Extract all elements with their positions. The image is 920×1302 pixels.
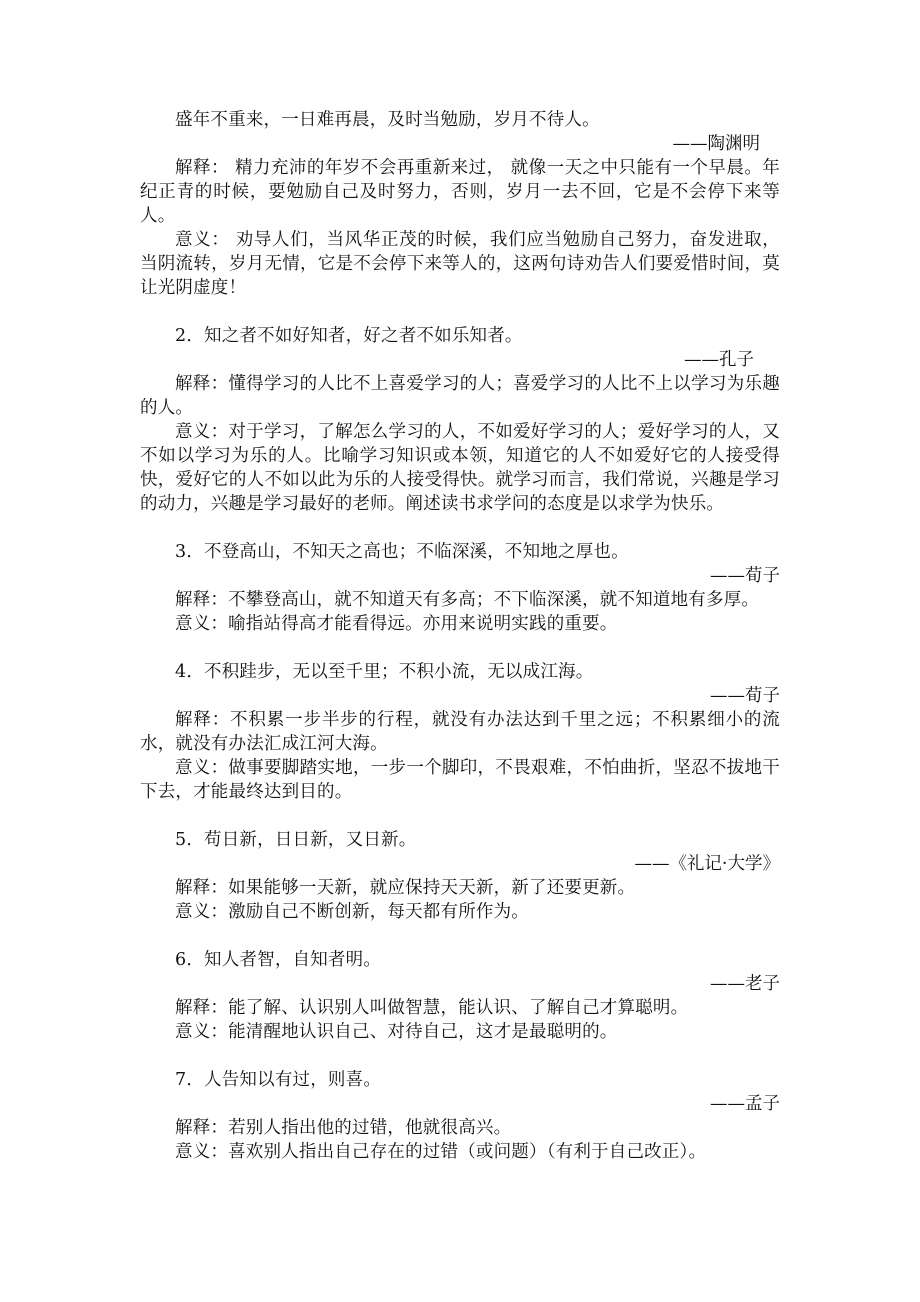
quote-text: 2．知之者不如好知者，好之者不如乐知者。 [175, 326, 523, 346]
quote-section-7 [140, 1068, 780, 1164]
explanation-text: 解释：能了解、认识别人叫做智慧，能认识、了解自己才算聪明。 [175, 998, 689, 1018]
quote-section-1 [140, 108, 780, 300]
quote-author: ——孟子 [710, 1094, 780, 1114]
quote-section-4 [140, 660, 780, 804]
quote-text: 4．不积跬步，无以至千里；不积小流，无以成江海。 [175, 662, 594, 682]
quote-author: ——《礼记·大学》 [634, 854, 780, 874]
quote-text: 6．知人者智，自知者明。 [175, 950, 382, 970]
quote-text: 3．不登高山，不知天之高也；不临深溪，不知地之厚也。 [175, 542, 629, 562]
explanation-text: 解释： 精力充沛的年岁不会再重新来过， 就像一天之中只能有一个早晨。年纪正青的时候，要勉励自己及时努力，否则，岁月一去不回，它是不会停下来等人。 [140, 158, 780, 226]
quote-author: ——老子 [710, 974, 780, 994]
meaning-text: 意义： 劝导人们，当风华正茂的时候，我们应当勉励自己努力，奋发进取，当阴流转，岁月无情，它是不会停下来等人的，这两句诗劝告人们要爱惜时间，莫让光阴虚度！ [140, 230, 780, 298]
quote-text: 盛年不重来，一日难再晨，及时当勉励，岁月不待人。 [175, 110, 600, 130]
explanation-text: 解释：不攀登高山，就不知道天有多高；不下临深溪，就不知道地有多厚。 [175, 590, 760, 610]
quote-text: 5．苟日新，日日新，又日新。 [175, 830, 417, 850]
quote-author: ——荀子 [710, 566, 780, 586]
quote-section-3 [140, 540, 780, 636]
quote-text: 7．人告知以有过，则喜。 [175, 1070, 382, 1090]
explanation-text: 解释：不积累一步半步的行程，就没有办法达到千里之远；不积累细小的流水，就没有办法汇成江河大海。 [140, 710, 780, 754]
quote-author: ——陶渊明 [672, 134, 760, 154]
explanation-text: 解释：懂得学习的人比不上喜爱学习的人；喜爱学习的人比不上以学习为乐趣的人。 [140, 374, 780, 418]
quote-author: ——孔子 [684, 350, 754, 370]
meaning-text: 意义：喻指站得高才能看得远。亦用来说明实践的重要。 [175, 614, 618, 634]
quote-section-2 [140, 324, 780, 516]
meaning-text: 意义：做事要脚踏实地，一步一个脚印，不畏艰难，不怕曲折，坚忍不拔地干下去，才能最终达到目的。 [140, 758, 780, 802]
meaning-text: 意义：能清醒地认识自己、对待自己，这才是最聪明的。 [175, 1022, 618, 1042]
explanation-text: 解释：如果能够一天新，就应保持天天新，新了还要更新。 [175, 878, 636, 898]
document-page [140, 108, 780, 1188]
quote-section-6 [140, 948, 780, 1044]
explanation-text: 解释：若别人指出他的过错，他就很高兴。 [175, 1118, 512, 1138]
quote-section-5 [140, 828, 780, 924]
meaning-text: 意义：喜欢别人指出自己存在的过错（或问题）（有利于自己改正）。 [175, 1142, 707, 1162]
meaning-text: 意义：激励自己不断创新，每天都有所作为。 [175, 902, 529, 922]
quote-author: ——荀子 [710, 686, 780, 706]
meaning-text: 意义：对于学习，了解怎么学习的人，不如爱好学习的人；爱好学习的人，又不如以学习为乐的人。比喻学习知识或本领，知道它的人不如爱好它的人接受得快，爱好它的人不如以此为乐的人接受得快。就学习而言，我们常说，兴趣是学习的动力，兴趣是学习最好的老师。阐述读书求学问的态度是以求学为快乐。 [140, 422, 780, 514]
